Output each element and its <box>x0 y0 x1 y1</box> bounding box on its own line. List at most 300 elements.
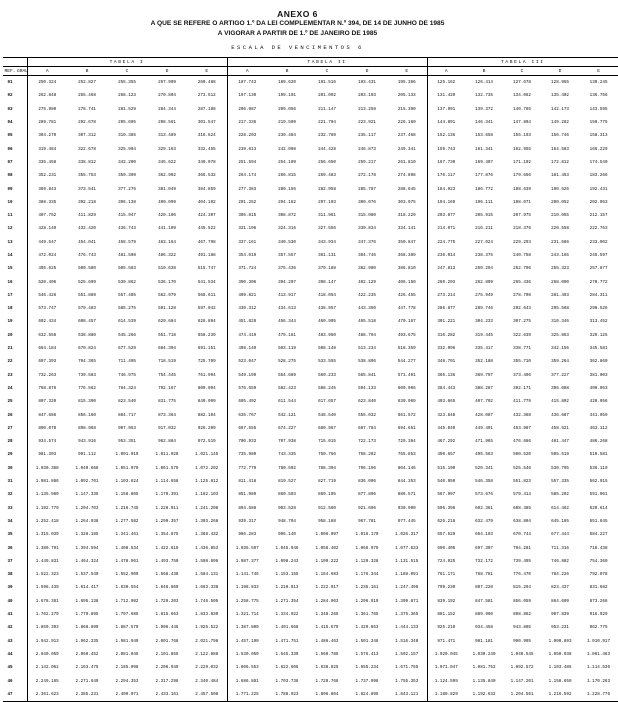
salary-cell: 839.192 <box>437 598 456 604</box>
grau-cell <box>17 541 27 554</box>
salary-cell: 1.478.961 <box>115 558 139 564</box>
salary-cell: 611.544 <box>278 399 296 405</box>
salary-cell: 645.185 <box>551 518 569 524</box>
salary-cell: 886.571 <box>387 488 427 501</box>
salary-cell: 177.876 <box>475 173 493 179</box>
salary-cell: 183.266 <box>589 173 608 179</box>
salary-cell: 322.639 <box>513 332 531 338</box>
salary-cell: 1.568.438 <box>155 572 179 578</box>
salary-cell: 381.003 <box>589 372 608 378</box>
salary-cell: 219.509 <box>278 120 296 126</box>
salary-cell: 342.200 <box>118 159 136 165</box>
salary-cell: 171.102 <box>513 159 531 165</box>
grade-header: D <box>147 67 187 76</box>
salary-cell: 873.266 <box>589 598 608 604</box>
ref-cell: 25 <box>7 399 13 405</box>
salary-cell: 953.351 <box>118 439 136 445</box>
salary-cell: 237.468 <box>387 129 427 142</box>
salary-cell: 161.341 <box>475 146 493 152</box>
salary-cell: 166.229 <box>589 146 608 152</box>
salary-cell: 815.294 <box>513 585 531 591</box>
grau-cell <box>17 329 27 342</box>
salary-cell: 735.980 <box>238 452 257 458</box>
salary-cell: 815.390 <box>78 399 96 405</box>
salary-cell: 1.131.515 <box>387 555 427 568</box>
salary-cell: 131.420 <box>437 93 456 99</box>
table-row <box>3 355 618 368</box>
grau-cell <box>17 555 27 568</box>
salary-cell: 981.303 <box>38 452 57 458</box>
salary-cell: 528.275 <box>278 359 296 365</box>
salary-cell: 620.684 <box>158 319 176 325</box>
salary-cell: 677.444 <box>551 532 569 538</box>
ref-cell: 30 <box>7 465 13 471</box>
grau-cell <box>17 355 27 368</box>
salary-cell: 898.862 <box>513 612 531 618</box>
salary-cell: 582.423 <box>278 385 296 391</box>
salary-cell: 557.405 <box>118 292 136 298</box>
salary-cell: 546.358 <box>475 479 493 485</box>
salary-cell: 169.407 <box>475 159 493 165</box>
salary-cell: 264.174 <box>238 173 257 179</box>
salary-cell: 697.307 <box>475 545 493 551</box>
grau-cell <box>17 408 27 421</box>
table-row <box>3 329 618 342</box>
salary-cell: 670.824 <box>78 346 96 352</box>
salary-cell: 1.271.354 <box>275 598 299 604</box>
salary-cell: 190.526 <box>551 186 569 192</box>
salary-cell: 1.401.668 <box>275 625 299 631</box>
salary-cell: 362.902 <box>158 173 176 179</box>
salary-cell: 352.231 <box>38 173 57 179</box>
salary-cell: 792.078 <box>589 572 608 578</box>
table-row <box>3 621 618 634</box>
salary-cell: 483.950 <box>318 332 336 338</box>
salary-cell: 1.508.696 <box>187 555 227 568</box>
salary-cell: 1.081.886 <box>35 479 59 485</box>
salary-cell: 2.340.484 <box>187 674 227 687</box>
salary-cell: 189.620 <box>278 80 296 86</box>
salary-cell: 549.199 <box>238 372 257 378</box>
salary-cell: 500.520 <box>513 452 531 458</box>
salary-cell: 179.656 <box>513 173 531 179</box>
salary-cell: 250.324 <box>38 80 57 86</box>
salary-cell: 449.491 <box>475 425 493 431</box>
salary-cell: 971.471 <box>437 638 456 644</box>
ref-cell: 05 <box>7 133 13 139</box>
salary-cell: 345.622 <box>158 159 176 165</box>
salary-cell: 831.775 <box>158 399 176 405</box>
salary-cell: 458.579 <box>118 239 136 245</box>
salary-cell: 847.581 <box>475 598 493 604</box>
salary-cell: 345.581 <box>589 346 608 352</box>
salary-cell: 768.781 <box>475 572 493 578</box>
salary-cell: 243.165 <box>551 253 569 258</box>
salary-cell: 819.527 <box>278 479 296 485</box>
salary-cell: 704.281 <box>513 545 531 551</box>
salary-cell: 1.361.765 <box>355 612 379 618</box>
salary-cell: 1.109.222 <box>315 558 339 564</box>
salary-cell: 490.657 <box>437 452 456 458</box>
salary-cell: 1.334.922 <box>275 612 299 618</box>
salary-cell: 167.730 <box>437 159 456 165</box>
salary-cell: 1.284.063 <box>315 598 339 604</box>
table-row <box>3 369 618 382</box>
grau-cell <box>17 129 27 142</box>
salary-cell: 2.185.098 <box>115 665 139 671</box>
salary-cell: 256.650 <box>318 159 336 165</box>
salary-cell: 305.815 <box>238 213 257 219</box>
salary-cell: 292.678 <box>78 120 96 126</box>
table-row <box>3 661 618 674</box>
salary-cell: 807.320 <box>38 399 57 405</box>
salary-cell: 1.045.946 <box>275 545 299 551</box>
salary-cell: 1.135.980 <box>35 492 59 498</box>
salary-cell: 400.099 <box>158 199 176 205</box>
salary-cell: 2.206.949 <box>155 665 179 671</box>
salary-cell: 1.170.263 <box>587 678 611 684</box>
grau-cell <box>17 289 27 302</box>
salary-cell: 530.795 <box>551 465 569 471</box>
salary-cell: 1.066.979 <box>355 545 379 551</box>
salary-cell: 404.102 <box>187 196 227 209</box>
salary-cell: 349.078 <box>187 156 227 169</box>
grau-cell <box>17 342 27 355</box>
salary-cell: 903.528 <box>278 505 296 511</box>
salary-cell: 249.341 <box>387 142 427 155</box>
salary-cell: 327.556 <box>318 226 336 232</box>
salary-cell: 443.350 <box>358 306 376 312</box>
salary-cell: 252.796 <box>513 266 531 272</box>
salary-cell: 1.843.121 <box>387 688 427 702</box>
salary-cell: 434.613 <box>278 306 296 312</box>
salary-cell: 1.124.599 <box>434 678 458 684</box>
salary-cell: 1.103.624 <box>115 479 139 485</box>
salary-cell: 426.455 <box>387 289 427 302</box>
grau-cell <box>17 275 27 288</box>
salary-cell: 1.806.804 <box>307 688 347 702</box>
salary-cell: 1.228.776 <box>579 688 618 702</box>
salary-cell: 626.218 <box>437 518 456 524</box>
salary-cell: 149.282 <box>551 120 569 126</box>
salary-cell: 265.468 <box>78 93 96 99</box>
salary-cell: 1.328.185 <box>75 532 99 538</box>
salary-cell: 1.158.659 <box>548 678 572 684</box>
salary-cell: 1.638.825 <box>315 665 339 671</box>
salary-cell: 335.417 <box>475 346 493 352</box>
grau-cell <box>17 528 27 541</box>
ref-cell: 45 <box>7 665 13 671</box>
salary-cell: 386.810 <box>387 262 427 275</box>
grade-header: C <box>503 67 541 76</box>
ref-cell: 12 <box>7 226 13 232</box>
salary-cell: 227.024 <box>475 239 493 245</box>
grau-cell <box>17 169 27 182</box>
salary-cell: 348.701 <box>437 359 456 365</box>
salary-cell: 1.592.157 <box>387 648 427 661</box>
salary-cell: 291.252 <box>238 199 257 205</box>
salary-cell: 962.775 <box>589 625 608 631</box>
salary-cell: 648.540 <box>318 412 336 418</box>
salary-cell: 250.294 <box>475 266 493 272</box>
salary-cell: 503.119 <box>278 346 296 352</box>
salary-cell: 873.364 <box>158 412 176 418</box>
salary-cell: 677.529 <box>118 346 136 352</box>
salary-cell: 981.181 <box>475 638 493 644</box>
salary-cell: 301.547 <box>187 116 227 129</box>
salary-cell: 396.088 <box>551 385 569 391</box>
salary-cell: 213.258 <box>358 106 376 112</box>
salary-cell: 270.772 <box>589 279 608 285</box>
salary-cell: 546.426 <box>38 292 57 298</box>
salary-cell: 2.229.032 <box>187 661 227 674</box>
salary-cell: 758.282 <box>358 452 376 458</box>
salary-cell: 632.479 <box>475 518 493 524</box>
salary-cell: 471.965 <box>475 439 493 445</box>
salary-cell: 1.040.545 <box>510 651 534 657</box>
salary-cell: 510.581 <box>589 452 608 458</box>
table-row <box>3 581 618 594</box>
salary-cell: 438.957 <box>318 306 336 312</box>
salary-cell: 470.167 <box>387 315 427 328</box>
salary-cell: 441.109 <box>158 226 176 232</box>
salary-cell: 304.233 <box>475 319 493 325</box>
salary-cell: 687.784 <box>358 425 376 431</box>
salary-cell: 1.850.393 <box>35 625 59 631</box>
salary-cell: 159.743 <box>437 146 456 152</box>
salary-cell: 567.997 <box>437 492 456 498</box>
salary-cell: 541.534 <box>187 275 227 288</box>
salary-cell: 162.955 <box>513 146 531 152</box>
ref-cell: 41 <box>7 612 13 618</box>
salary-cell: 392.218 <box>78 199 96 205</box>
salary-cell: 304.270 <box>38 133 57 139</box>
salary-cell: 2.294.353 <box>115 678 139 684</box>
ref-cell: 46 <box>7 678 13 684</box>
grau-cell <box>17 382 27 395</box>
salary-cell: 1.114.658 <box>155 479 179 485</box>
table-row <box>3 462 618 475</box>
grau-cell <box>17 648 27 661</box>
salary-cell: 282.958 <box>318 186 336 192</box>
ref-cell: 42 <box>7 625 13 631</box>
table-row <box>3 315 618 328</box>
salary-cell: 1.598.439 <box>35 585 59 591</box>
salary-cell: 827.719 <box>318 479 336 485</box>
ref-cell: 10 <box>7 199 13 205</box>
salary-cell: 319.445 <box>475 332 493 338</box>
salary-cell: 1.471.751 <box>275 638 299 644</box>
ref-cell: 43 <box>7 638 13 644</box>
salary-cell: 934.574 <box>38 439 57 445</box>
salary-cell: 1.081.752 <box>472 665 496 671</box>
salary-cell: 1.606.553 <box>235 665 259 671</box>
salary-cell: 1.671.765 <box>387 661 427 674</box>
ref-cell: 36 <box>7 545 13 551</box>
salary-cell: 898.968 <box>78 425 96 431</box>
salary-cell: 907.839 <box>551 612 569 618</box>
salary-cell: 136.756 <box>589 93 608 99</box>
salary-cell: 125.162 <box>437 80 456 86</box>
salary-cell: 298.526 <box>589 306 608 312</box>
salary-cell: 402.129 <box>358 279 376 285</box>
table-row <box>3 142 618 155</box>
salary-cell: 953.231 <box>551 625 569 631</box>
table-row <box>3 488 618 501</box>
salary-cell: 1.560.786 <box>315 651 339 657</box>
ref-cell: 22 <box>7 359 13 365</box>
salary-cell: 134.062 <box>513 93 531 99</box>
salary-cell: 788.304 <box>318 465 336 471</box>
ref-cell: 18 <box>7 306 13 312</box>
salary-cell: 1.000.893 <box>548 638 572 644</box>
salary-cell: 1.176.344 <box>355 572 379 578</box>
grade-header: E <box>187 67 227 76</box>
salary-cell: 453.987 <box>513 425 531 431</box>
salary-cell: 1.545.339 <box>275 651 299 657</box>
salary-cell: 1.192.779 <box>35 505 59 511</box>
salary-cell: 1.092.701 <box>75 479 99 485</box>
table-row <box>3 236 618 249</box>
annex-title: ANEXO 6 <box>277 9 318 19</box>
salary-cell: 467.292 <box>437 439 456 445</box>
salary-cell: 1.368.432 <box>187 528 227 541</box>
effective-date: A VIGORAR A PARTIR DE 1.º DE JANEIRO DE 1985 <box>217 30 378 37</box>
salary-cell: 1.771.225 <box>227 688 267 702</box>
salary-cell: 335.458 <box>38 159 57 165</box>
salary-cell: 1.141.746 <box>235 572 259 578</box>
salary-cell: 303.075 <box>387 196 427 209</box>
table-row <box>3 568 618 581</box>
salary-cell: 409.821 <box>238 292 257 298</box>
salary-cell: 1.394.594 <box>75 545 99 551</box>
salary-cell: 211.147 <box>318 106 336 112</box>
salary-cell: 1.630.554 <box>115 585 139 591</box>
salary-cell: 579.414 <box>513 492 531 498</box>
salary-cell: 217.336 <box>238 120 257 126</box>
salary-cell: 1.016.170 <box>355 532 379 538</box>
table-row <box>3 302 618 315</box>
salary-cell: 481.508 <box>118 253 136 258</box>
grau-cell <box>17 435 27 448</box>
salary-cell: 562.979 <box>158 292 176 298</box>
salary-cell: 451.828 <box>238 319 257 325</box>
table-row <box>3 528 618 541</box>
salary-cell: 889.960 <box>475 612 493 618</box>
table-row <box>3 222 618 235</box>
table-row <box>3 608 618 621</box>
table-row <box>3 475 618 488</box>
salary-cell: 130.245 <box>589 80 608 86</box>
salary-cell: 281.529 <box>118 106 136 112</box>
salary-cell: 986.283 <box>238 532 257 538</box>
salary-cell: 398.147 <box>318 279 336 285</box>
salary-cell: 325.904 <box>118 146 136 152</box>
salary-cell: 626.894 <box>187 315 227 328</box>
salary-cell: 132.735 <box>475 93 493 99</box>
ref-cell: 47 <box>3 688 17 702</box>
salary-cell: 284.344 <box>158 106 176 112</box>
salary-cell: 456.344 <box>278 319 296 325</box>
ref-cell: 01 <box>7 80 13 86</box>
salary-cell: 140.765 <box>513 106 531 112</box>
table-row <box>3 502 618 515</box>
salary-cell: 191.516 <box>318 80 336 86</box>
salary-cell: 192.431 <box>589 186 608 192</box>
salary-cell: 193.431 <box>358 80 376 86</box>
salary-cell: 1.981.949 <box>115 638 139 644</box>
salary-cell: 1.216.745 <box>115 505 139 511</box>
salary-cell: 373.541 <box>78 186 96 192</box>
salary-cell: 366.136 <box>437 372 456 378</box>
grade-header: E <box>579 67 618 76</box>
salary-cell: 1.501.346 <box>355 638 379 644</box>
ref-cell: 29 <box>7 452 13 458</box>
salary-cell: 319.484 <box>38 146 57 152</box>
salary-cell: 1.720.766 <box>315 678 339 684</box>
salary-cell: 926.209 <box>187 422 227 435</box>
salary-cell: 2.271.649 <box>75 678 99 684</box>
salary-cell: 2.163.475 <box>75 665 99 671</box>
salary-cell: 562.915 <box>589 479 608 485</box>
salary-cell: 1.164.683 <box>315 572 339 578</box>
salary-cell: 153.658 <box>475 133 493 139</box>
salary-cell: 2.317.296 <box>155 678 179 684</box>
salary-cell: 1.098.243 <box>275 558 299 564</box>
salary-cell: 127.678 <box>513 80 531 86</box>
salary-cell: 261.810 <box>387 156 427 169</box>
salary-cell: 1.868.890 <box>75 625 99 631</box>
salary-cell: 664.103 <box>475 532 493 538</box>
table-row <box>3 648 618 661</box>
salary-cell: 1.415.679 <box>315 625 339 631</box>
salary-cell: 505.519 <box>551 452 569 458</box>
salary-cell: 925.210 <box>437 625 456 631</box>
salary-cell: 1.120.328 <box>355 558 379 564</box>
salary-cell: 591.061 <box>589 492 608 498</box>
salary-cell: 1.824.896 <box>347 688 387 702</box>
salary-cell: 254.109 <box>278 159 296 165</box>
salary-cell: 359.309 <box>118 173 136 179</box>
salary-cell: 694.651 <box>387 422 427 435</box>
salary-cell: 1.422.619 <box>155 545 179 551</box>
salary-cell: 882.104 <box>187 408 227 421</box>
table-row <box>3 422 618 435</box>
salary-cell: 1.712.082 <box>115 598 139 604</box>
salary-cell: 2.021.798 <box>187 634 227 647</box>
table-row <box>3 634 618 647</box>
salary-cell: 617.657 <box>318 399 336 405</box>
table-row <box>3 129 618 142</box>
salary-cell: 1.153.155 <box>275 572 299 578</box>
salary-cell: 203.877 <box>437 213 456 219</box>
salary-cell: 530.862 <box>118 279 136 285</box>
salary-cell: 364.746 <box>358 253 376 258</box>
salary-cell: 203.103 <box>358 93 376 99</box>
salary-cell: 233.902 <box>589 239 608 245</box>
salary-cell: 505.583 <box>118 266 136 272</box>
salary-cell: 1.655.234 <box>355 665 379 671</box>
salary-cell: 307.275 <box>513 319 531 325</box>
salary-cell: 765.853 <box>387 448 427 461</box>
salary-cell: 392.171 <box>513 385 531 391</box>
salary-cell: 792.167 <box>158 385 176 391</box>
salary-cell: 1.051.070 <box>115 465 139 471</box>
salary-cell: 576.659 <box>238 385 257 391</box>
salary-cell: 670.744 <box>513 532 531 538</box>
salary-cell: 544.277 <box>387 355 427 368</box>
salary-cell: 2.361.623 <box>27 688 67 702</box>
